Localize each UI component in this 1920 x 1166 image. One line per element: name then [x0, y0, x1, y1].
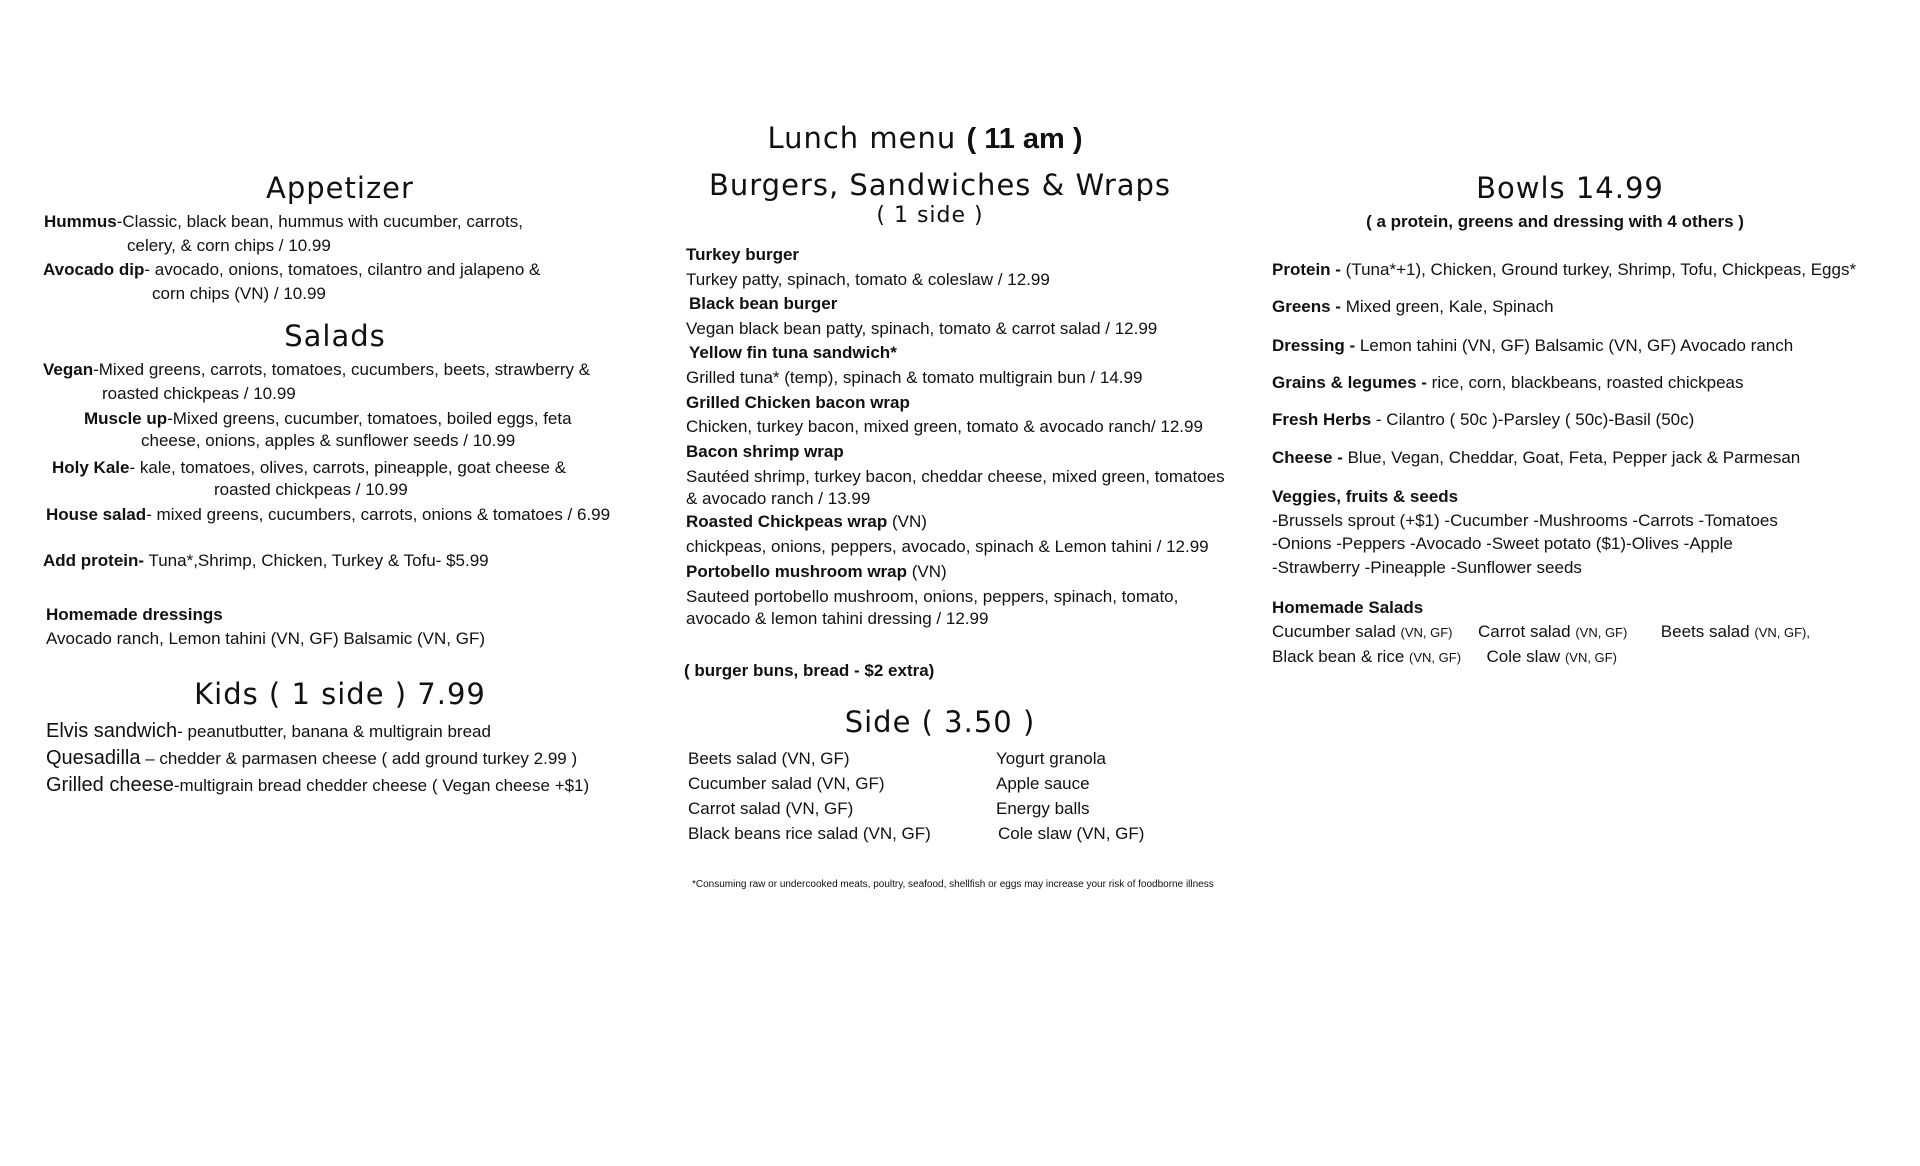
homemade-salads-row [1272, 620, 1810, 645]
homemade-salad-item [1478, 622, 1627, 641]
appetizer-item [43, 258, 540, 306]
sides-right-list [996, 746, 1144, 846]
bowl-row-cheese [1272, 446, 1856, 472]
bowls-subheading: ( a protein, greens and dressing with 4 others ) [1366, 212, 1744, 231]
bowl-row-label: Grains & legumes - [1272, 373, 1432, 392]
bowl-row-herbs [1272, 408, 1856, 446]
bowls-heading: Bowls 14.99 [1476, 171, 1664, 205]
burger-item-name: Bacon shrimp wrap [686, 441, 844, 461]
salad-item [84, 408, 572, 452]
salad-item-desc: - kale, tomatoes, olives, carrots, pineapple, goat cheese & [129, 458, 567, 477]
kids-item-name: Elvis sandwich [46, 720, 178, 742]
side-item: Yogurt granola [996, 749, 1106, 768]
side-item: Apple sauce [996, 774, 1090, 793]
salad-item-name: Vegan [43, 360, 94, 379]
homemade-salad-name: Black bean & rice [1272, 647, 1405, 666]
homemade-salad-item [1272, 647, 1461, 666]
dressings [46, 603, 485, 651]
bowl-row-text: (Tuna*+1), Chicken, Ground turkey, Shrimp, Tofu, Chickpeas, Eggs* [1345, 260, 1857, 279]
salad-item [43, 358, 590, 406]
homemade-salad-tag: (VN, GF), [1754, 625, 1810, 640]
side-item: Cole slaw (VN, GF) [998, 824, 1145, 843]
add-protein-text: Tuna*,Shrimp, Chicken, Turkey & Tofu- $5.99 [144, 551, 489, 570]
appetizer-item-name: Avocado dip [43, 260, 145, 279]
appetizer-item-desc: - avocado, onions, tomatoes, cilantro and jalapeno & [144, 260, 541, 279]
bowls-rows [1272, 258, 1856, 472]
appetizer-heading: Appetizer [266, 171, 414, 205]
veggies [1272, 485, 1778, 579]
burger-item-desc-cont: & avocado ranch / 13.99 [686, 489, 871, 509]
side-item: Energy balls [996, 799, 1090, 818]
kids-item-name: Grilled cheese [46, 774, 174, 796]
burger-item-desc: Turkey patty, spinach, tomato & coleslaw / 12.99 [686, 269, 1050, 289]
burger-item-desc: Sauteed portobello mushroom, onions, peppers, spinach, tomato, [686, 587, 1179, 607]
bowl-row-label: Greens - [1272, 297, 1346, 316]
burgers-subheading: ( 1 side ) [876, 203, 984, 228]
burger-item-name: Black bean burger [689, 294, 838, 314]
homemade-salad-item [1272, 622, 1453, 641]
kids-item-desc: – chedder & parmasen cheese ( add ground turkey 2.99 ) [140, 749, 578, 768]
side-item: Black beans rice salad (VN, GF) [688, 824, 931, 843]
veggies-line: -Onions -Peppers -Avocado -Sweet potato ($1)-Olives -Apple [1272, 534, 1733, 553]
homemade-salad-name: Beets salad [1660, 622, 1750, 641]
bowl-row-grains [1272, 371, 1856, 408]
appetizer-item-name: Hummus [44, 212, 117, 231]
homemade-salad-item [1487, 647, 1617, 666]
homemade-salad-name: Cole slaw [1486, 647, 1561, 666]
side-item: Carrot salad (VN, GF) [688, 799, 854, 818]
homemade-salads-row [1272, 645, 1810, 670]
kids-item-name: Quesadilla [46, 747, 141, 769]
salad-item-desc-cont: roasted chickpeas / 10.99 [214, 480, 408, 499]
menu-title [0, 120, 1850, 157]
homemade-salad-item [1661, 622, 1810, 641]
homemade-salad-tag: (VN, GF) [1409, 650, 1462, 665]
salad-item-desc-cont: roasted chickpeas / 10.99 [102, 384, 296, 403]
salad-item-name: House salad [46, 505, 147, 524]
burger-item-desc: Chicken, turkey bacon, mixed green, tomato & avocado ranch/ 12.99 [686, 417, 1203, 437]
bowl-row-label: Fresh Herbs [1272, 410, 1372, 429]
bowl-row-label: Protein - [1272, 260, 1346, 279]
burgers-list [686, 243, 1225, 630]
salad-item [52, 457, 566, 501]
veggies-heading: Veggies, fruits & seeds [1272, 487, 1459, 506]
burger-item-desc-cont: avocado & lemon tahini dressing / 12.99 [686, 609, 989, 629]
homemade-salad-tag: (VN, GF) [1564, 650, 1617, 665]
bowl-row-protein [1272, 258, 1856, 295]
veggies-line: -Brussels sprout (+$1) -Cucumber -Mushrooms -Carrots -Tomatoes [1272, 510, 1778, 530]
homemade-salads-heading: Homemade Salads [1272, 598, 1424, 617]
veggies-line: -Strawberry -Pineapple -Sunflower seeds [1272, 557, 1582, 577]
salad-item-desc-cont: cheese, onions, apples & sunflower seeds / 10.99 [141, 431, 516, 450]
homemade-salad-name: Cucumber salad [1272, 622, 1396, 641]
sides-heading: Side ( 3.50 ) [844, 705, 1036, 739]
footnote: *Consuming raw or undercooked meats, poultry, seafood, shellfish or eggs may increase your risk of foodborne illness [692, 879, 1214, 890]
burger-item-name: Turkey burger [686, 245, 800, 264]
menu-title-time: ( 11 am ) [966, 123, 1083, 155]
burger-item-suffix: (VN) [907, 561, 947, 581]
kids-item [46, 745, 589, 772]
burger-item-name: Grilled Chicken bacon wrap [686, 392, 910, 412]
add-protein-label: Add protein- [43, 551, 145, 570]
salad-item-desc: -Mixed greens, carrots, tomatoes, cucumbers, beets, strawberry & [93, 360, 591, 379]
kids-item [46, 718, 589, 745]
salad-item [46, 503, 610, 527]
bowl-row-greens [1272, 295, 1856, 334]
burger-item-desc: Grilled tuna* (temp), spinach & tomato multigrain bun / 14.99 [686, 367, 1143, 387]
homemade-salads [1272, 596, 1810, 670]
burger-item-name: Portobello mushroom wrap [686, 561, 908, 581]
bowl-row-text: Lemon tahini (VN, GF) Balsamic (VN, GF) Avocado ranch [1359, 336, 1794, 355]
burger-item-name: Roasted Chickpeas wrap [686, 512, 888, 532]
dressings-text: Avocado ranch, Lemon tahini (VN, GF) Balsamic (VN, GF) [46, 629, 486, 648]
side-item: Beets salad (VN, GF) [688, 749, 850, 768]
appetizer-item-desc-cont: corn chips (VN) / 10.99 [152, 284, 326, 303]
bowl-row-text: Mixed green, Kale, Spinach [1345, 297, 1554, 316]
bowl-row-dressing [1272, 334, 1856, 371]
appetizer-item-desc-cont: celery, & corn chips / 10.99 [127, 236, 331, 255]
homemade-salad-tag: (VN, GF) [1400, 625, 1453, 640]
burger-item-desc: Sautéed shrimp, turkey bacon, cheddar cheese, mixed green, tomatoes [686, 467, 1225, 487]
side-item: Cucumber salad (VN, GF) [688, 774, 885, 793]
homemade-salad-tag: (VN, GF) [1575, 625, 1628, 640]
burgers-heading: Burgers, Sandwiches & Wraps [708, 168, 1172, 202]
burger-item-suffix: (VN) [887, 512, 927, 532]
burger-item-name: Yellow fin tuna sandwich* [689, 343, 897, 363]
menu-title-text: Lunch menu [767, 121, 957, 155]
kids-item [46, 772, 589, 799]
bowl-row-label: Dressing - [1272, 336, 1360, 355]
salad-item-name: Holy Kale [52, 458, 130, 477]
dressings-heading: Homemade dressings [46, 605, 223, 624]
bowl-row-text: Blue, Vegan, Cheddar, Goat, Feta, Pepper jack & Parmesan [1347, 448, 1801, 467]
add-protein [43, 549, 489, 573]
kids-heading: Kids ( 1 side ) 7.99 [194, 677, 486, 711]
burger-item-desc: chickpeas, onions, peppers, avocado, spinach & Lemon tahini / 12.99 [686, 536, 1209, 556]
salads-heading: Salads [284, 319, 386, 353]
appetizer-item-desc: -Classic, black bean, hummus with cucumber, carrots, [116, 212, 523, 231]
kids-item-desc: -multigrain bread chedder cheese ( Vegan cheese +$1) [173, 776, 590, 795]
salad-item-desc: -Mixed greens, cucumber, tomatoes, boiled eggs, feta [167, 409, 572, 428]
sides-left-list [688, 746, 931, 846]
kids-list [46, 718, 589, 799]
bowl-row-text: rice, corn, blackbeans, roasted chickpeas [1431, 373, 1744, 392]
appetizer-item [44, 210, 523, 258]
salad-item-name: Muscle up [84, 409, 168, 428]
homemade-salad-name: Carrot salad [1477, 622, 1571, 641]
kids-item-desc: - peanutbutter, banana & multigrain bread [177, 722, 491, 741]
salad-item-desc: - mixed greens, cucumbers, carrots, onions & tomatoes / 6.99 [146, 505, 611, 524]
burger-item-desc: Vegan black bean patty, spinach, tomato & carrot salad / 12.99 [686, 318, 1158, 338]
bowl-row-label: Cheese - [1272, 448, 1348, 467]
burgers-note: ( burger buns, bread - $2 extra) [684, 661, 935, 680]
bowl-row-text: - Cilantro ( 50c )-Parsley ( 50c)-Basil (50c) [1371, 410, 1695, 429]
